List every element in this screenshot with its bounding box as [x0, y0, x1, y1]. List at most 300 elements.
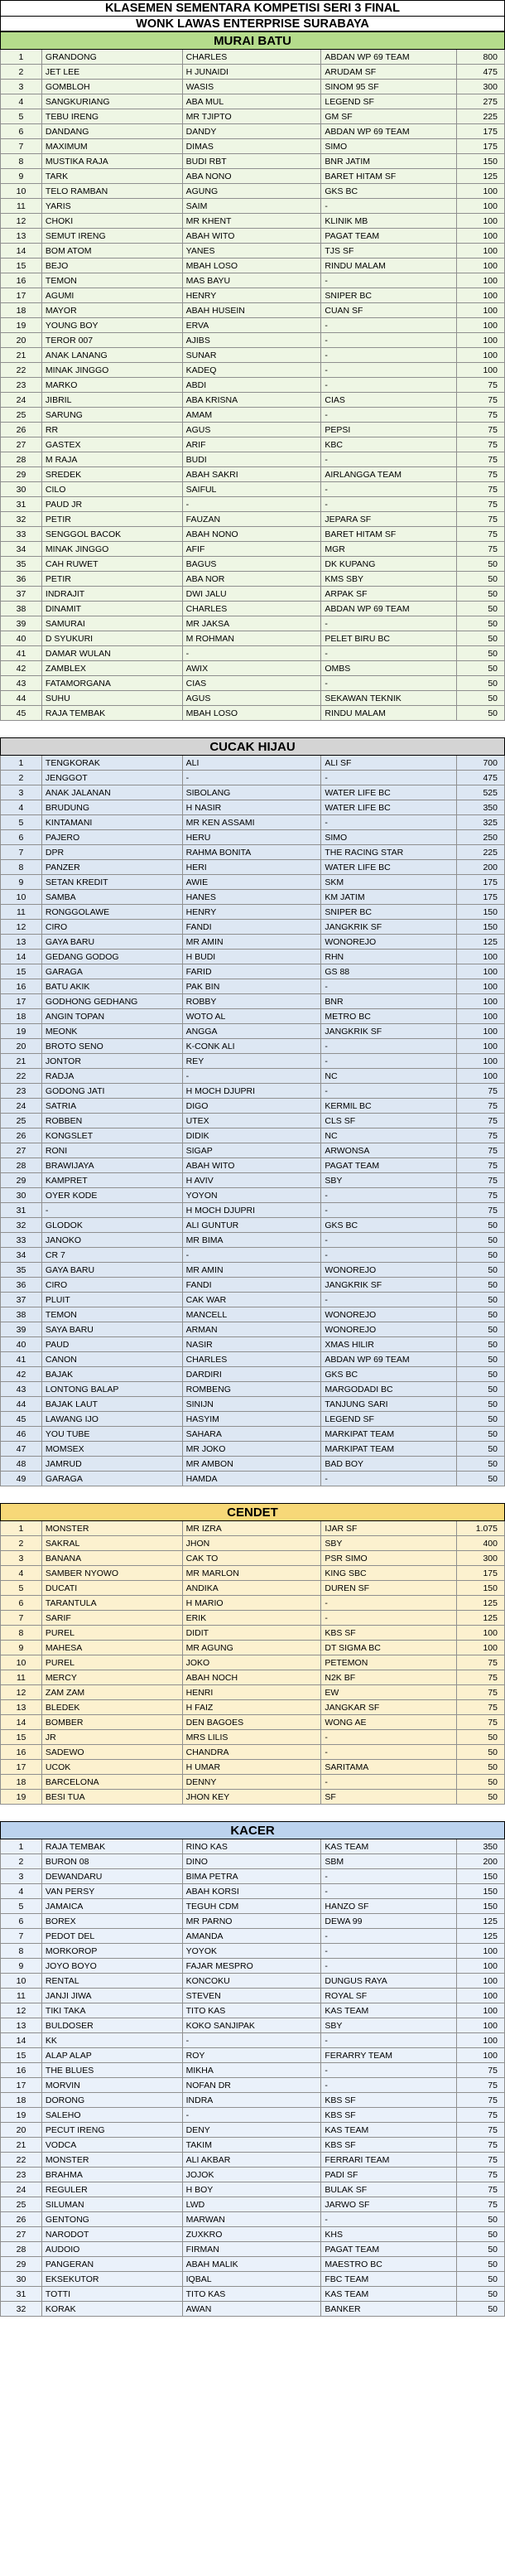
rank-cell: 9 [1, 169, 42, 183]
rank-cell: 2 [1, 1854, 42, 1868]
table-row [0, 1472, 505, 1486]
bird-name-cell: VODCA [42, 2138, 183, 2152]
bird-name-cell: RONI [42, 1143, 183, 1158]
bird-name-cell: SALEHO [42, 2108, 183, 2122]
team-cell: WONOREJO [321, 1307, 457, 1322]
table-row [0, 1099, 505, 1114]
team-cell: - [321, 333, 457, 347]
team-cell: KLINIK MB [321, 214, 457, 228]
rank-cell: 47 [1, 1442, 42, 1456]
owner-cell: CAK TO [183, 1551, 322, 1565]
team-cell: ROYAL SF [321, 1989, 457, 2003]
table-row [0, 363, 505, 378]
bird-name-cell: SARIF [42, 1611, 183, 1625]
points-cell: 75 [457, 1099, 505, 1113]
rank-cell: 1 [1, 1521, 42, 1535]
owner-cell: KADEQ [183, 363, 322, 377]
bird-name-cell: TEROR 007 [42, 333, 183, 347]
owner-cell: SIGAP [183, 1143, 322, 1158]
bird-name-cell: CAH RUWET [42, 557, 183, 571]
bird-name-cell: MONSTER [42, 2153, 183, 2167]
table-row [0, 288, 505, 303]
team-cell: BAD BOY [321, 1457, 457, 1471]
rank-cell: 14 [1, 244, 42, 258]
table-row [0, 646, 505, 661]
points-cell: 125 [457, 1611, 505, 1625]
table-row [0, 80, 505, 94]
points-cell: 75 [457, 512, 505, 526]
rank-cell: 13 [1, 2018, 42, 2032]
owner-cell: MR TJIPTO [183, 109, 322, 123]
table-row [0, 2212, 505, 2227]
rank-cell: 9 [1, 1641, 42, 1655]
team-cell: PAGAT TEAM [321, 2242, 457, 2256]
points-cell: 100 [457, 363, 505, 377]
team-cell: PELET BIRU BC [321, 631, 457, 645]
table-row [0, 1054, 505, 1069]
owner-cell: ARIF [183, 437, 322, 452]
rank-cell: 41 [1, 646, 42, 660]
rank-cell: 5 [1, 815, 42, 829]
bird-name-cell: RAJA TEMBAK [42, 706, 183, 720]
owner-cell: TEGUH CDM [183, 1899, 322, 1913]
owner-cell: TITO KAS [183, 2003, 322, 2018]
rank-cell: 10 [1, 184, 42, 198]
owner-cell: RINO KAS [183, 1839, 322, 1853]
points-cell: 700 [457, 756, 505, 770]
bird-name-cell: D SYUKURI [42, 631, 183, 645]
rank-cell: 20 [1, 333, 42, 347]
points-cell: 100 [457, 2018, 505, 2032]
rank-cell: 1 [1, 50, 42, 64]
team-cell: KHS [321, 2227, 457, 2241]
table-row [0, 845, 505, 860]
owner-cell: MIKHA [183, 2063, 322, 2077]
team-cell: LEGEND SF [321, 94, 457, 109]
table-row [0, 1188, 505, 1203]
bird-name-cell: EKSEKUTOR [42, 2272, 183, 2286]
table-row [0, 393, 505, 408]
bird-name-cell: YOUNG BOY [42, 318, 183, 332]
team-cell: WATER LIFE BC [321, 800, 457, 814]
table-row [0, 905, 505, 920]
team-cell: - [321, 1054, 457, 1068]
table-row [0, 1730, 505, 1745]
owner-cell: TITO KAS [183, 2287, 322, 2301]
team-cell: KAS TEAM [321, 2003, 457, 2018]
points-cell: 50 [457, 2287, 505, 2301]
points-cell: 50 [457, 1442, 505, 1456]
owner-cell: HENRY [183, 288, 322, 302]
bird-name-cell: SEMUT IRENG [42, 229, 183, 243]
table-row [0, 1899, 505, 1914]
bird-name-cell: BEJO [42, 259, 183, 273]
owner-cell: DINO [183, 1854, 322, 1868]
team-cell: WATER LIFE BC [321, 860, 457, 874]
team-cell: GKS BC [321, 184, 457, 198]
team-cell: KBS SF [321, 1626, 457, 1640]
points-cell: 175 [457, 890, 505, 904]
team-cell: SBY [321, 2018, 457, 2032]
team-cell: SNIPER BC [321, 905, 457, 919]
rank-cell: 10 [1, 890, 42, 904]
owner-cell: ALI [183, 756, 322, 770]
table-row [0, 512, 505, 527]
rank-cell: 19 [1, 1024, 42, 1038]
table-row [0, 2078, 505, 2093]
points-cell: 150 [457, 905, 505, 919]
bird-name-cell: MORVIN [42, 2078, 183, 2092]
table-row [0, 333, 505, 348]
points-cell: 50 [457, 2272, 505, 2286]
table-row [0, 1233, 505, 1248]
team-cell: SBM [321, 1854, 457, 1868]
team-cell: SIMO [321, 830, 457, 844]
owner-cell: YOYON [183, 1188, 322, 1202]
rank-cell: 33 [1, 527, 42, 541]
bird-name-cell: MEONK [42, 1024, 183, 1038]
owner-cell: MBAH LOSO [183, 706, 322, 720]
table-row [0, 1626, 505, 1641]
table-row [0, 1009, 505, 1024]
points-cell: 175 [457, 139, 505, 153]
points-cell: 250 [457, 830, 505, 844]
rank-cell: 21 [1, 2138, 42, 2152]
team-cell: HANZO SF [321, 1899, 457, 1913]
rank-cell: 45 [1, 706, 42, 720]
points-cell: 75 [457, 2168, 505, 2182]
team-cell: JANGKRIK SF [321, 1024, 457, 1038]
owner-cell: ABAH HUSEIN [183, 303, 322, 317]
table-row [0, 1959, 505, 1974]
team-cell: ABDAN WP 69 TEAM [321, 602, 457, 616]
bird-name-cell: BURON 08 [42, 1854, 183, 1868]
owner-cell: H BUDI [183, 950, 322, 964]
points-cell: 50 [457, 631, 505, 645]
points-cell: 125 [457, 169, 505, 183]
bird-name-cell: PETIR [42, 572, 183, 586]
rank-cell: 29 [1, 2257, 42, 2271]
points-cell: 100 [457, 1009, 505, 1023]
bird-name-cell: TEMON [42, 273, 183, 288]
owner-cell: H AVIV [183, 1173, 322, 1187]
team-cell: KM JATIM [321, 890, 457, 904]
team-cell: NC [321, 1069, 457, 1083]
owner-cell: SUNAR [183, 348, 322, 362]
rank-cell: 18 [1, 303, 42, 317]
team-cell: - [321, 979, 457, 993]
team-cell: - [321, 1730, 457, 1744]
bird-name-cell: BRAHMA [42, 2168, 183, 2182]
points-cell: 100 [457, 950, 505, 964]
points-cell: 50 [457, 1472, 505, 1486]
team-cell: KBC [321, 437, 457, 452]
table-row [0, 691, 505, 706]
bird-name-cell: GRANDONG [42, 50, 183, 64]
team-cell: LEGEND SF [321, 1412, 457, 1426]
bird-name-cell: ZAM ZAM [42, 1685, 183, 1699]
bird-name-cell: GLODOK [42, 1218, 183, 1232]
points-cell: 100 [457, 1989, 505, 2003]
bird-name-cell: SETAN KREDIT [42, 875, 183, 889]
points-cell: 50 [457, 2242, 505, 2256]
bird-name-cell: DEWANDARU [42, 1869, 183, 1883]
points-cell: 75 [457, 1173, 505, 1187]
owner-cell: HENRI [183, 1685, 322, 1699]
points-cell: 50 [457, 1293, 505, 1307]
rank-cell: 43 [1, 1382, 42, 1396]
rank-cell: 28 [1, 2242, 42, 2256]
points-cell: 75 [457, 1203, 505, 1217]
owner-cell: MAS BAYU [183, 273, 322, 288]
team-cell: FBC TEAM [321, 2272, 457, 2286]
points-cell: 125 [457, 1929, 505, 1943]
owner-cell: MR KHENT [183, 214, 322, 228]
team-cell: SARITAMA [321, 1760, 457, 1774]
team-cell: DK KUPANG [321, 557, 457, 571]
table-row [0, 1278, 505, 1293]
rank-cell: 9 [1, 1959, 42, 1973]
points-cell: 50 [457, 2302, 505, 2316]
table-row [0, 1715, 505, 1730]
bird-name-cell: BULDOSER [42, 2018, 183, 2032]
team-cell: - [321, 1188, 457, 1202]
owner-cell: HERU [183, 830, 322, 844]
bird-name-cell: M RAJA [42, 452, 183, 466]
bird-name-cell: CANON [42, 1352, 183, 1366]
rank-cell: 13 [1, 935, 42, 949]
owner-cell: - [183, 2108, 322, 2122]
points-cell: 150 [457, 1581, 505, 1595]
team-cell: - [321, 452, 457, 466]
points-cell: 100 [457, 964, 505, 979]
points-cell: 75 [457, 467, 505, 481]
table-row [0, 1039, 505, 1054]
rank-cell: 23 [1, 1084, 42, 1098]
owner-cell: BUDI [183, 452, 322, 466]
bird-name-cell: BOM ATOM [42, 244, 183, 258]
table-row [0, 1745, 505, 1760]
rank-cell: 27 [1, 1143, 42, 1158]
team-cell: - [321, 408, 457, 422]
bird-name-cell: REGULER [42, 2182, 183, 2197]
owner-cell: - [183, 2033, 322, 2047]
team-cell: KBS SF [321, 2108, 457, 2122]
bird-name-cell: SENGGOL BACOK [42, 527, 183, 541]
rank-cell: 44 [1, 691, 42, 705]
table-row [0, 1158, 505, 1173]
owner-cell: FAJAR MESPRO [183, 1959, 322, 1973]
table-row [0, 1412, 505, 1427]
team-cell: KBS SF [321, 2138, 457, 2152]
rank-cell: 28 [1, 452, 42, 466]
table-row [0, 1596, 505, 1611]
table-row [0, 497, 505, 512]
points-cell: 50 [457, 1427, 505, 1441]
owner-cell: ABAH WITO [183, 229, 322, 243]
points-cell: 50 [457, 587, 505, 601]
team-cell: JEPARA SF [321, 512, 457, 526]
table-row [0, 1884, 505, 1899]
table-row [0, 50, 505, 65]
rank-cell: 31 [1, 497, 42, 511]
points-cell: 100 [457, 994, 505, 1008]
bird-name-cell: JANOKO [42, 1233, 183, 1247]
points-cell: 75 [457, 2153, 505, 2167]
team-cell: ALI SF [321, 756, 457, 770]
team-cell: ARUDAM SF [321, 65, 457, 79]
team-cell: - [321, 1884, 457, 1898]
rank-cell: 17 [1, 1760, 42, 1774]
table-row [0, 542, 505, 557]
table-row [0, 1641, 505, 1655]
owner-cell: IQBAL [183, 2272, 322, 2286]
team-cell: PETEMON [321, 1655, 457, 1670]
team-cell: PSR SIMO [321, 1551, 457, 1565]
owner-cell: K-CONK ALI [183, 1039, 322, 1053]
points-cell: 75 [457, 437, 505, 452]
points-cell: 75 [457, 2197, 505, 2211]
rank-cell: 32 [1, 1218, 42, 1232]
bird-name-cell: RADJA [42, 1069, 183, 1083]
table-row [0, 950, 505, 964]
owner-cell: HASYIM [183, 1412, 322, 1426]
rank-cell: 32 [1, 512, 42, 526]
owner-cell: ABAH SAKRI [183, 467, 322, 481]
bird-name-cell: JIBRIL [42, 393, 183, 407]
rank-cell: 16 [1, 1745, 42, 1759]
rank-cell: 5 [1, 1581, 42, 1595]
team-cell: - [321, 363, 457, 377]
section-spacer [0, 721, 505, 737]
points-cell: 300 [457, 80, 505, 94]
points-cell: 150 [457, 1869, 505, 1883]
bird-name-cell: SATRIA [42, 1099, 183, 1113]
owner-cell: CHARLES [183, 602, 322, 616]
bird-name-cell: TEBU IRENG [42, 109, 183, 123]
team-cell: ARWONSA [321, 1143, 457, 1158]
rank-cell: 36 [1, 572, 42, 586]
table-row [0, 1914, 505, 1929]
rank-cell: 16 [1, 979, 42, 993]
bird-name-cell: JET LEE [42, 65, 183, 79]
rank-cell: 30 [1, 482, 42, 496]
table-row [0, 259, 505, 273]
table-row [0, 1790, 505, 1805]
rank-cell: 14 [1, 950, 42, 964]
bird-name-cell: BLEDEK [42, 1700, 183, 1714]
owner-cell: ABAH MALIK [183, 2257, 322, 2271]
team-cell: OMBS [321, 661, 457, 675]
bird-name-cell: KAMPRET [42, 1173, 183, 1187]
table-row [0, 1929, 505, 1944]
bird-name-cell: BRUDUNG [42, 800, 183, 814]
bird-name-cell: PAJERO [42, 830, 183, 844]
team-cell: MARGODADI BC [321, 1382, 457, 1396]
bird-name-cell: RONGGOLAWE [42, 905, 183, 919]
bird-name-cell: SILUMAN [42, 2197, 183, 2211]
bird-name-cell: PECUT IRENG [42, 2123, 183, 2137]
owner-cell: AWIE [183, 875, 322, 889]
team-cell: BANKER [321, 2302, 457, 2316]
points-cell: 50 [457, 691, 505, 705]
points-cell: 50 [457, 557, 505, 571]
owner-cell: H MOCH DJUPRI [183, 1203, 322, 1217]
points-cell: 75 [457, 1143, 505, 1158]
bird-name-cell: DAMAR WULAN [42, 646, 183, 660]
table-row [0, 154, 505, 169]
rank-cell: 30 [1, 2272, 42, 2286]
owner-cell: AJIBS [183, 333, 322, 347]
bird-name-cell: SAYA BARU [42, 1322, 183, 1336]
owner-cell: ABAH NONO [183, 527, 322, 541]
table-row [0, 1397, 505, 1412]
owner-cell: ABAH KORSI [183, 1884, 322, 1898]
team-cell: KING SBC [321, 1566, 457, 1580]
owner-cell: ARMAN [183, 1322, 322, 1336]
owner-cell: ERIK [183, 1611, 322, 1625]
rank-cell: 4 [1, 800, 42, 814]
table-row [0, 482, 505, 497]
points-cell: 100 [457, 1959, 505, 1973]
owner-cell: H UMAR [183, 1760, 322, 1774]
team-cell: WONOREJO [321, 1263, 457, 1277]
bird-name-cell: DORONG [42, 2093, 183, 2107]
table-row [0, 378, 505, 393]
points-cell: 100 [457, 318, 505, 332]
bird-name-cell: MINAK JINGGO [42, 542, 183, 556]
points-cell: 150 [457, 154, 505, 168]
rank-cell: 13 [1, 1700, 42, 1714]
points-cell: 100 [457, 2003, 505, 2018]
bird-name-cell: INDRAJIT [42, 587, 183, 601]
team-cell: BNR [321, 994, 457, 1008]
owner-cell: DARDIRI [183, 1367, 322, 1381]
page-title: KLASEMEN SEMENTARA KOMPETISI SERI 3 FINAL [0, 0, 505, 16]
table-row [0, 124, 505, 139]
table-row [0, 920, 505, 935]
bird-name-cell: ANAK JALANAN [42, 785, 183, 800]
points-cell: 325 [457, 815, 505, 829]
bird-name-cell: JOYO BOYO [42, 1959, 183, 1973]
table-row [0, 2242, 505, 2257]
points-cell: 50 [457, 1218, 505, 1232]
team-cell: KAS TEAM [321, 2287, 457, 2301]
owner-cell: ZUXKRO [183, 2227, 322, 2241]
team-cell: BARET HITAM SF [321, 169, 457, 183]
team-cell: ABDAN WP 69 TEAM [321, 50, 457, 64]
rank-cell: 2 [1, 1536, 42, 1550]
table-row [0, 2003, 505, 2018]
rank-cell: 44 [1, 1397, 42, 1411]
owner-cell: DIGO [183, 1099, 322, 1113]
owner-cell: HANES [183, 890, 322, 904]
table-row [0, 616, 505, 631]
table-row [0, 1974, 505, 1989]
points-cell: 175 [457, 875, 505, 889]
points-cell: 50 [457, 2227, 505, 2241]
bird-name-cell: GAYA BARU [42, 1263, 183, 1277]
table-row [0, 437, 505, 452]
bird-name-cell: SARUNG [42, 408, 183, 422]
points-cell: 150 [457, 1899, 505, 1913]
bird-name-cell: YARIS [42, 199, 183, 213]
rank-cell: 39 [1, 616, 42, 631]
bird-name-cell: DANDANG [42, 124, 183, 138]
table-row [0, 2153, 505, 2168]
team-cell: SKM [321, 875, 457, 889]
points-cell: 100 [457, 184, 505, 198]
